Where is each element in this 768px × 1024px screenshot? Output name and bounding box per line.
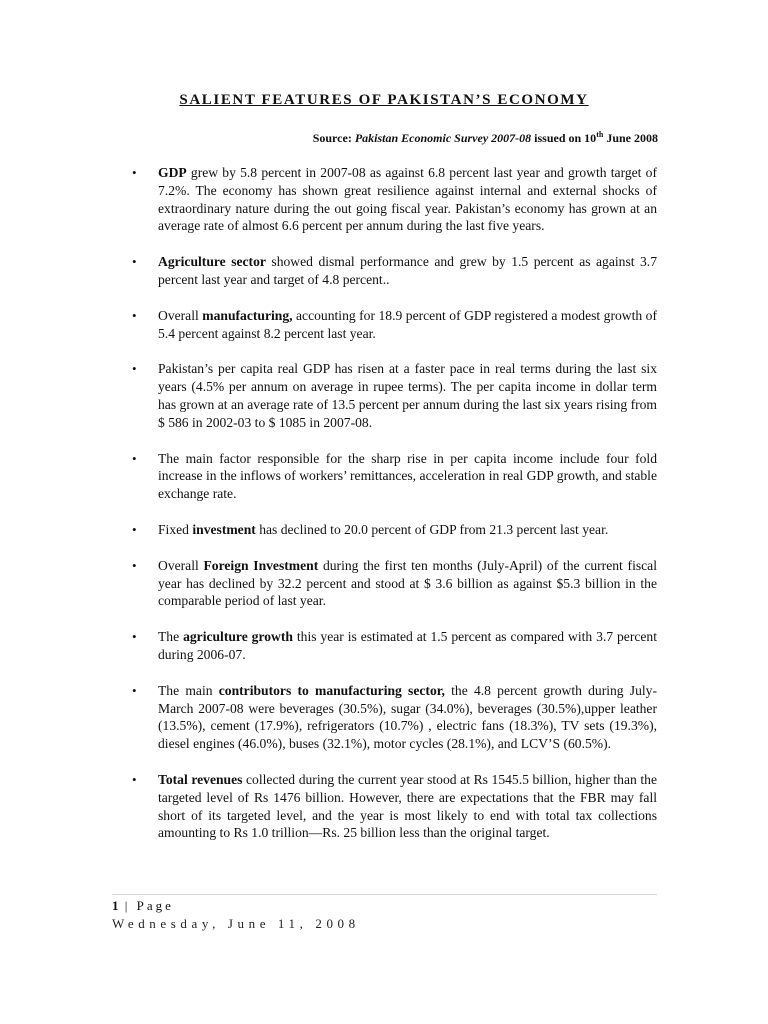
bullet-icon: • bbox=[132, 557, 137, 573]
bullet-keyword: manufacturing, bbox=[202, 307, 293, 323]
source-prefix: Source: bbox=[312, 131, 355, 145]
bullet-item-total-revenues: • Total revenues collected during the current year stood at Rs 1545.5 billion, higher than the targeted level of Rs 1476 billion. However, there are expectations that the FBR may fall short of its targeted level, and the year is most likely to end with total tax collections amounting to Rs 1.0 trillion—Rs. 25 billion less than the original target. bbox=[132, 771, 657, 841]
bullet-icon: • bbox=[132, 450, 137, 466]
source-ordinal: th bbox=[596, 130, 604, 139]
page-number-value: 1 bbox=[112, 898, 119, 913]
source-date: June 2008 bbox=[603, 131, 658, 145]
bullet-keyword: Agriculture sector bbox=[158, 254, 266, 270]
bullet-icon: • bbox=[132, 771, 137, 787]
document-title: SALIENT FEATURES OF PAKISTAN’S ECONOMY bbox=[179, 92, 589, 108]
bullet-keyword: investment bbox=[192, 521, 256, 537]
bullet-keyword: GDP bbox=[158, 165, 187, 180]
bullet-item-foreign-investment: • Overall Foreign Investment during the first ten months (July-April) of the current fiscal year has declined by 32.2 percent and stood at $ 3.6 billion as against $5.3 billion in the comparable period of last year. bbox=[132, 557, 657, 609]
bullet-icon: • bbox=[132, 361, 137, 377]
bullet-list bbox=[112, 164, 657, 860]
bullet-icon: • bbox=[132, 165, 137, 180]
bullet-keyword: contributors to manufacturing sector, bbox=[218, 682, 445, 698]
page-word: Page bbox=[136, 898, 174, 913]
bullet-keyword: Total revenues bbox=[158, 771, 243, 787]
bullet-icon: • bbox=[132, 307, 137, 323]
bullet-icon: • bbox=[132, 629, 137, 645]
source-issued: issued on 10 bbox=[531, 131, 597, 145]
bullet-item-per-capita-gdp: • Pakistan’s per capita real GDP has risen at a faster pace in real terms during the last six years (4.5% per annum on average in rupee terms). The per capita income in dollar term has grown at an average rate of 13.5 percent per annum during the last six years rising from $ 586 in 2002-03 to $ 1085 in 2007-08. bbox=[132, 361, 657, 430]
source-line bbox=[313, 130, 658, 146]
bullet-icon: • bbox=[132, 682, 137, 698]
page-number bbox=[112, 898, 174, 914]
bullet-item-fixed-investment: • Fixed investment has declined to 20.0 percent of GDP from 21.3 percent last year. bbox=[132, 521, 609, 537]
bullet-keyword: agriculture growth bbox=[183, 629, 293, 645]
page-separator: | bbox=[118, 898, 137, 913]
bullet-item-agriculture-sector: • Agriculture sector showed dismal performance and grew by 1.5 percent as against 3.7 percent last year and target of 4.8 percent.. bbox=[132, 254, 657, 287]
bullet-item-manufacturing: • Overall manufacturing, accounting for 18.9 percent of GDP registered a modest growth of 5.4 percent against 8.2 percent last year. bbox=[132, 307, 657, 341]
bullet-icon: • bbox=[132, 521, 137, 537]
bullet-icon: • bbox=[132, 254, 137, 270]
bullet-item-main-factor: • The main factor responsible for the sharp rise in per capita income include four fold increase in the inflows of workers’ remittances, acceleration in real GDP growth, and stable exchange rate. bbox=[132, 450, 657, 502]
footer-date: Wednesday, June 11, 2008 bbox=[112, 916, 360, 931]
bullet-keyword: Foreign Investment bbox=[203, 557, 319, 573]
source-publication: Pakistan Economic Survey 2007-08 bbox=[354, 131, 532, 145]
bullet-item-manufacturing-contributors: • The main contributors to manufacturing sector, the 4.8 percent growth during July-March 2007-08 were beverages (30.5%), sugar (34.0%), beverages (30.5%),upper leather (13.5%), cement (17.9%), refrigerators (10.7%) , electric fans (18.3%), TV sets (19.3%), diesel engines (46.0%), buses (32.1%), motor cycles (28.1%), and LCV’S (60.5%). bbox=[132, 682, 657, 752]
bullet-item-gdp: • GDP grew by 5.8 percent in 2007-08 as against 6.8 percent last year and growth target of 7.2%. The economy has shown great resilience against internal and external shocks of extraordinary nature during the out going fiscal year. Pakistan’s economy has grown at an average rate of almost 6.6 percent per annum during the last five years. bbox=[132, 165, 657, 234]
bullet-item-agriculture-growth: • The agriculture growth this year is estimated at 1.5 percent as compared with 3.7 percent during 2006-07. bbox=[132, 629, 657, 662]
footer-divider bbox=[112, 894, 657, 895]
